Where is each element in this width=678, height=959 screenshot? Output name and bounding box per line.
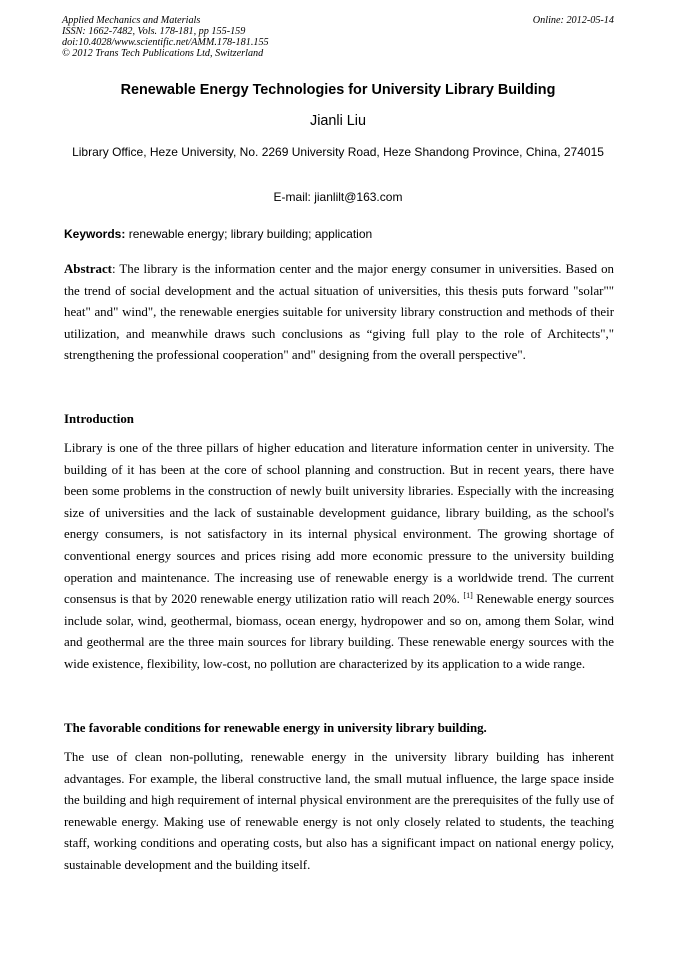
abstract	[64, 259, 614, 367]
author-name: Jianli Liu	[310, 113, 366, 129]
paper-title: Renewable Energy Technologies for University Library Building	[120, 82, 556, 98]
citation-ref: [1]	[463, 591, 473, 601]
journal-header	[62, 15, 269, 59]
author-email: E-mail: jianlilt@163.com	[273, 190, 403, 204]
keywords-list: renewable energy; library building; application	[128, 227, 373, 241]
abstract-label: Abstract	[64, 262, 112, 276]
section-heading-introduction: Introduction	[64, 412, 134, 426]
intro-text-part2: Renewable energy sources include solar, wind, geothermal, biomass, ocean energy, hydropower and so on, among them Solar, wind and geothermal are the three main sources for library building. These renewable energy sources with the wide existence, flexibility, low-cost, no pollution are characterized by its application to a wide range.	[64, 592, 614, 671]
introduction-paragraph	[64, 438, 614, 676]
section-heading-favorable-conditions: The favorable conditions for renewable energy in university library building.	[64, 721, 487, 735]
copyright-line: © 2012 Trans Tech Publications Ltd, Switzerland	[62, 48, 264, 59]
online-date: Online: 2012-05-14	[532, 15, 614, 26]
journal-name: Applied Mechanics and Materials	[62, 15, 201, 26]
doi-line: doi:10.4028/www.scientific.net/AMM.178-181.155	[62, 37, 269, 48]
issn-line: ISSN: 1662-7482, Vols. 178-181, pp 155-159	[62, 26, 246, 37]
favorable-conditions-paragraph: The use of clean non-polluting, renewable energy in the university library building has inherent advantages. For example, the liberal constructive land, the small mutual influence, the large space inside the building and high requirement of internal physical environment are the prerequisites of the fully use of renewable energy. Making use of renewable energy is not only closely related to students, the teaching staff, working conditions and operating costs, but also has a significant impact on national energy policy, sustainable development and the building itself.	[64, 750, 614, 872]
keywords-label: Keywords:	[64, 227, 126, 241]
keywords	[64, 227, 616, 241]
affiliation: Library Office, Heze University, No. 2269 University Road, Heze Shandong Province, China, 274015	[72, 145, 604, 159]
intro-text-part1: Library is one of the three pillars of higher education and literature information center in university. The building of it has been at the core of school planning and construction. But in recent years, there have been some problems in the construction of newly built university libraries. Especially with the increasing size of universities and the lack of sustainable development guidance, library building, as the school's energy consumers, is not satisfactory in its internal physical environment. The growing shortage of conventional energy sources and prices rising add more economic pressure to the university building operation and maintenance. The increasing use of renewable energy is a worldwide trend. The current consensus is that by 2020 renewable energy utilization ratio will reach 20%.	[64, 441, 614, 607]
abstract-text: : The library is the information center and the major energy consumer in universities. Based on the trend of social development and the actual situation of universities, this thesis puts forward "solar"" heat" and" wind", the renewable energies suitable for university library construction and methods of their utilization, and meanwhile draws such conclusions as “giving full play to the role of Architects"," strengthening the professional cooperation" and" designing from the overall perspective".	[64, 262, 614, 363]
